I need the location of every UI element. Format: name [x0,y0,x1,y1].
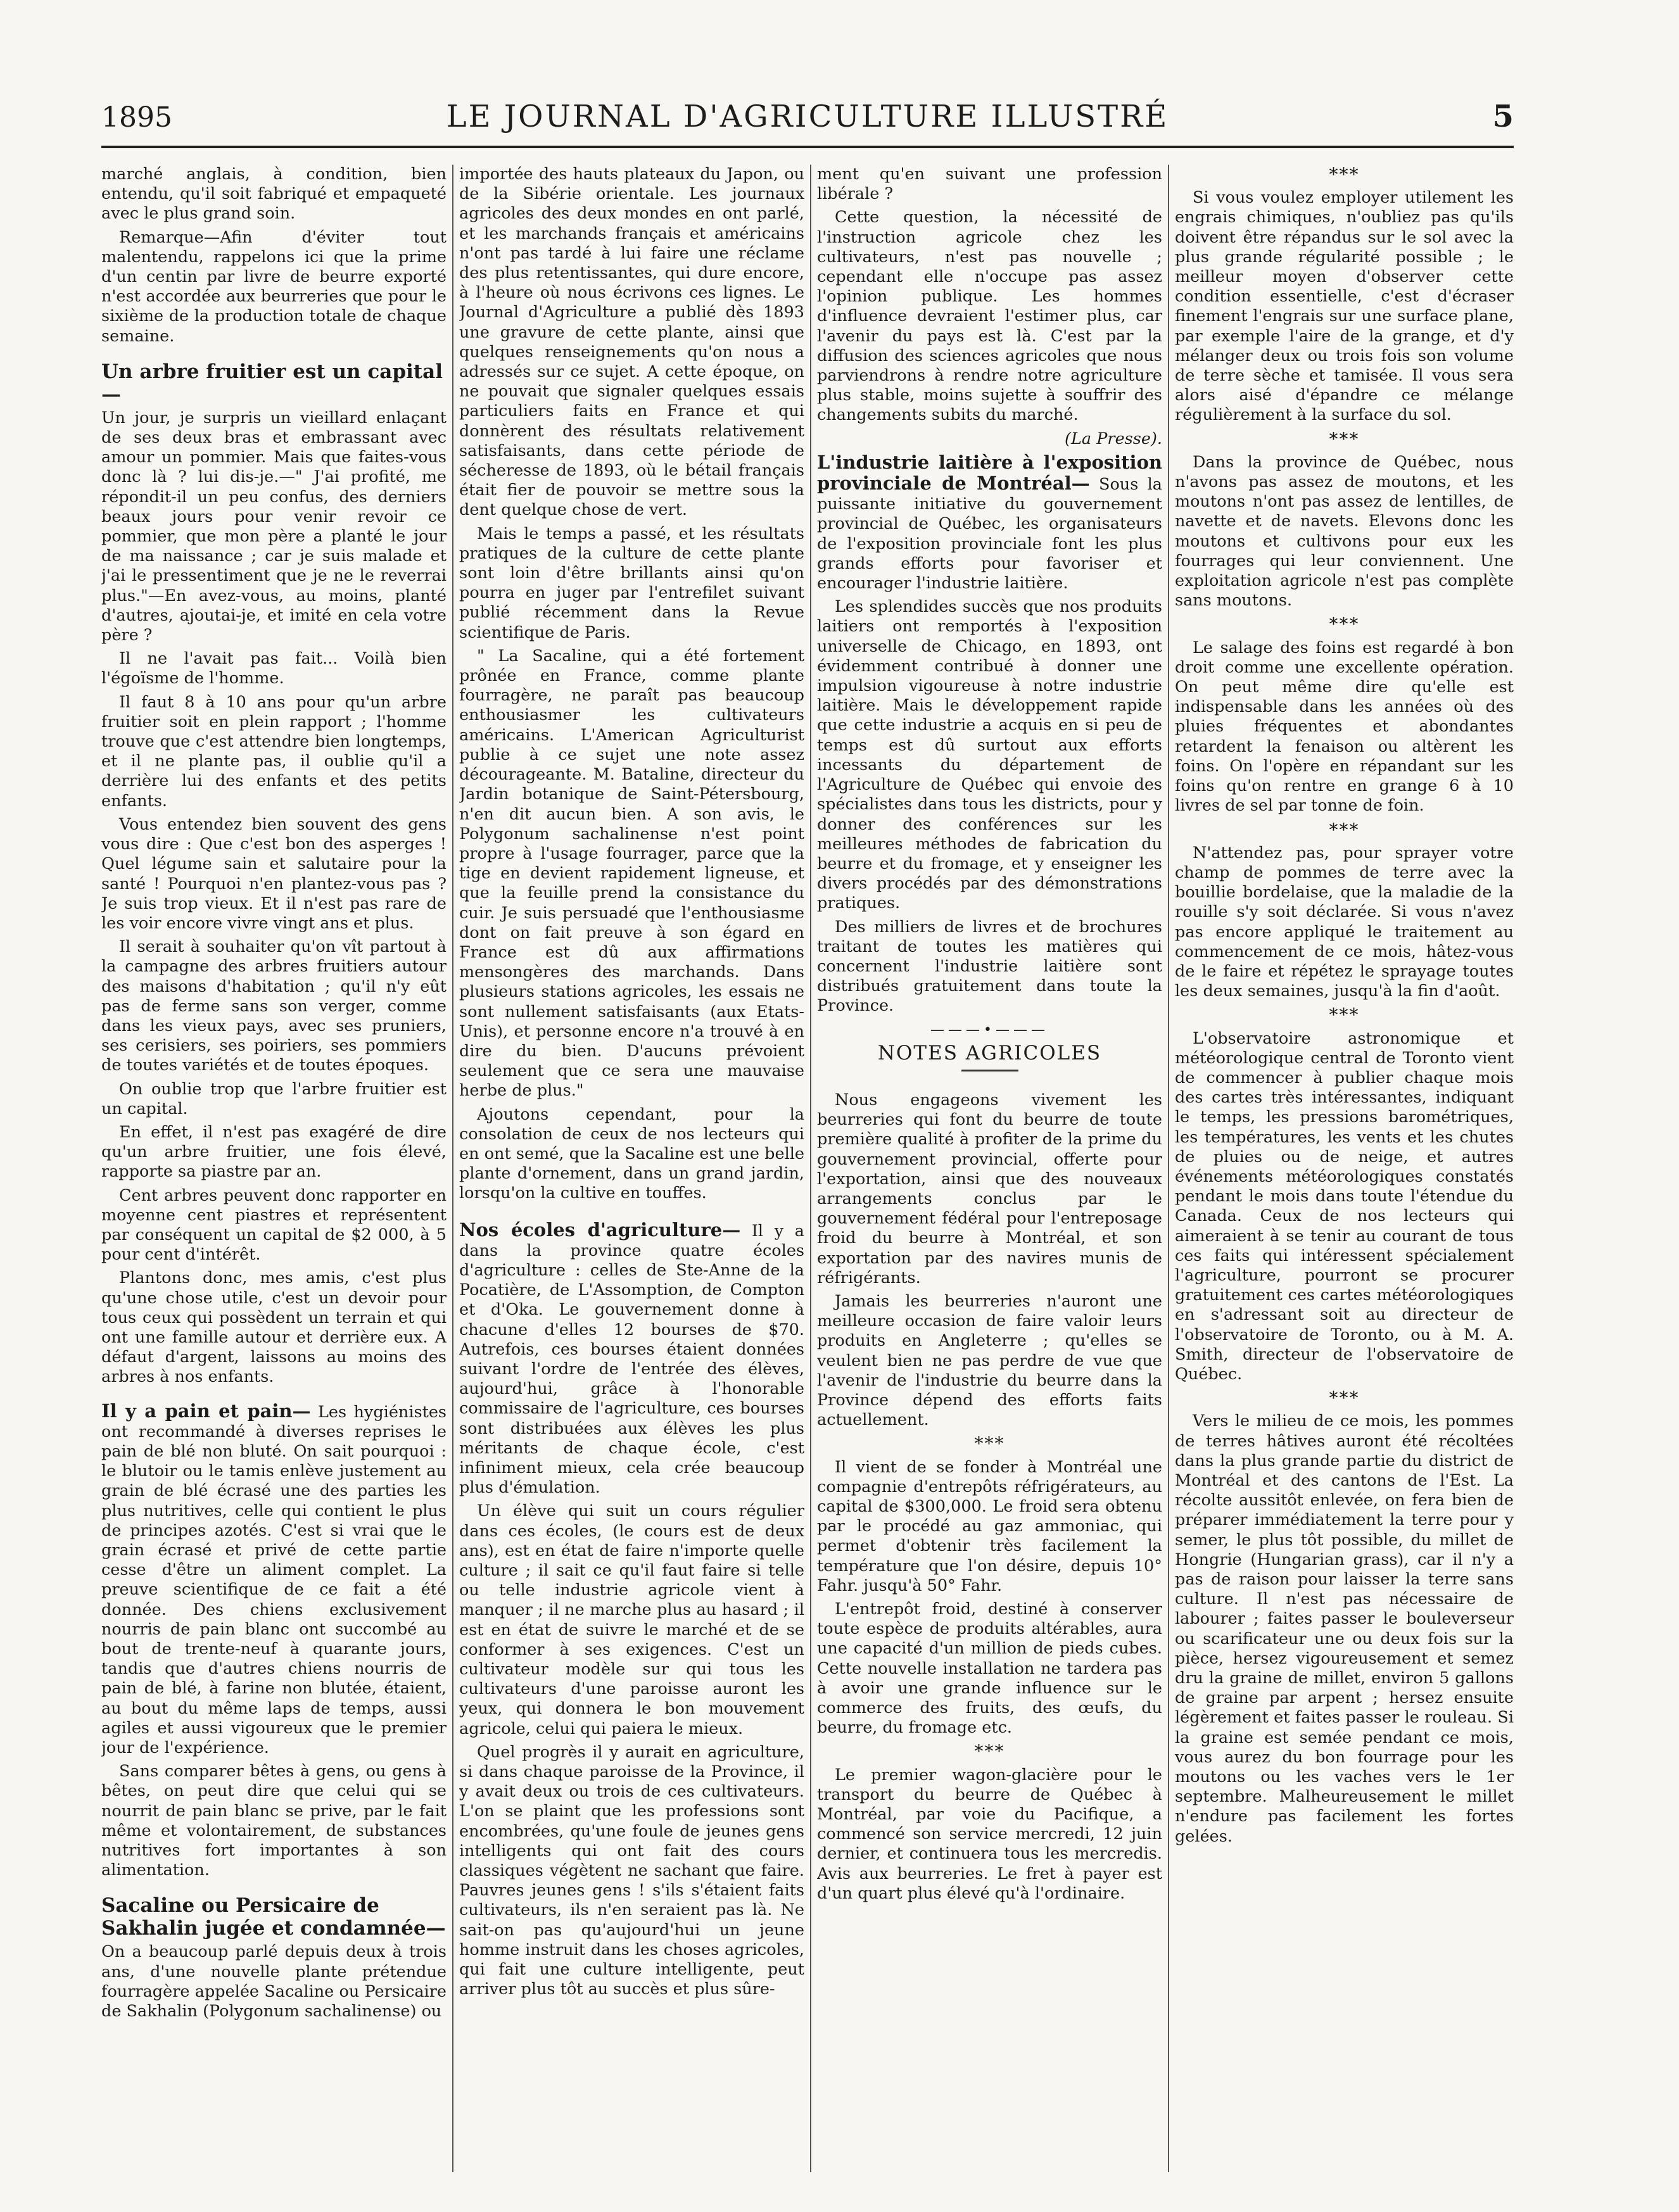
paragraph-text: Sous la puissante initiative du gouvernement provincial de Québec, les organisateurs de l'exposition provinciale font les plus grands efforts pour favoriser et encourager l'industrie laitière. [817,475,1162,593]
issue-year: 1895 [101,101,172,134]
paragraph: marché anglais, à condition, bien entendu, qu'il soit fabriqué et empaqueté avec le plus grand soin. [101,165,447,224]
column-3 [817,165,1162,2172]
paragraph: Plantons donc, mes amis, c'est plus qu'une chose utile, c'est un devoir pour tous ceux qui possèdent un terrain et qui ont une famille autour et derrière eux. A défaut d'argent, laissons au moins des arbres à nos enfants. [101,1268,447,1387]
paragraph: Mais le temps a passé, et les résultats pratiques de la culture de cette plante sont loin d'être brillants ainsi qu'on pourra en juger par l'entrefilet suivant publié récemment dans la Revue scientifique de Paris. [459,524,804,642]
column-rule [452,165,453,2172]
asterism-separator: *** [1329,1004,1360,1026]
paragraph: Il serait à souhaiter qu'on vît partout à la campagne des arbres fruitiers autour des maisons d'habitation ; qu'il n'y eût pas de ferme sans son verger, comme dans les vieux pays, avec ses pruniers, ses cerisiers, ses poiriers, ses pommiers de toutes variétés et de toutes époques. [101,937,447,1075]
paragraph: Il ne l'avait pas fait... Voilà bien l'égoïsme de l'homme. [101,649,447,688]
column-rule [1168,165,1169,2172]
column-rule [810,165,811,2172]
asterism-separator: *** [974,1741,1005,1762]
paragraph [101,1401,447,1759]
asterism-separator: *** [974,1433,1005,1455]
paragraph: Cent arbres peuvent donc rapporter en moyenne cent piastres et représentent par conséquent un capital de $2 000, à 5 pour cent d'intérêt. [101,1185,447,1265]
article-heading: Nos écoles d'agriculture— [459,1218,741,1241]
paragraph: Sans comparer bêtes à gens, ou gens à bêtes, on peut dire que celui qui se nourrit de pain blanc se prive, par le fait même et volontairement, de substances nutritives fort importantes à son alimentation. [101,1762,447,1880]
section-title: NOTES AGRICOLES [877,1041,1102,1065]
paragraph: Cette question, la nécessité de l'instruction agricole chez les cultivateurs, n'est pas nouvelle ; cependant elle n'occupe pas assez l'opinion publique. Les hommes d'influence devraient l'estimer plus, car l'avenir du pays est là. C'est par la diffusion des sciences agricoles que nous parviendrons à rendre notre agriculture plus stable, moins sujette à souffrir des changements subits du marché. [817,208,1162,425]
paragraph: L'entrepôt froid, destiné à conserver toute espèce de produits altérables, aura une capacité d'un million de pieds cubes. Cette nouvelle installation ne tardera pas à avoir une grande influence sur le commerce des fruits, des œufs, du beurre, du fromage etc. [817,1600,1162,1738]
column-2 [459,165,804,2172]
paragraph: Il vient de se fonder à Montréal une compagnie d'entrepôts réfrigérateurs, au capital de $300,000. Le froid sera obtenu par le procédé au gaz ammoniac, qui permet d'obtenir très facilement la température que l'on désire, depuis 10° Fahr. jusqu'à 50° Fahr. [817,1457,1162,1595]
paragraph [817,453,1162,593]
paragraph: ment qu'en suivant une profession libérale ? [817,165,1162,204]
asterism-separator: *** [1329,614,1360,635]
paragraph: " La Sacaline, qui a été fortement prônée en France, comme plante fourragère, ne paraît pas beaucoup enthousiasmer les cultivateurs américains. L'American Agriculturist publie à ce sujet une note assez décourageante. M. Bataline, directeur du Jardin botanique de Saint-Pétersbourg, n'en dit aucun bien. A son avis, le Polygonum sachalinense n'est point propre à l'usage fourrager, parce que la tige en devient rapidement ligneuse, et que la feuille prend la consistance du cuir. Je suis persuadé que l'enthousiasme dont on fait preuve à son égard en France est dû aux affirmations mensongères des marchands. Dans plusieurs stations agricoles, les essais ne sont nullement satisfaisants (aux Etats-Unis), et personne encore n'a trouvé à en dire du bien. D'aucuns prévoient seulement que ce sera une mauvaise herbe de plus." [459,646,804,1101]
paragraph: Dans la province de Québec, nous n'avons pas assez de moutons, et les moutons n'ont pas assez de lentilles, de navette et de navets. Elevons donc les moutons et cultivons pour eux les fourrages qui leur conviennent. Une exploitation agricole n'est pas complète sans moutons. [1175,452,1514,610]
asterism-separator: *** [1329,165,1360,185]
article-heading: L'industrie laitière à l'exposition provinciale de Montréal— [817,451,1162,495]
paragraph: On oublie trop que l'arbre fruitier est un capital. [101,1079,447,1118]
paragraph: Un élève qui suit un cours régulier dans ces écoles, (le cours est de deux ans), est en état de faire n'importe quelle culture ; il sait ce qu'il faut faire si telle ou telle industrie agricole vient à manquer ; il ne marche plus au hasard ; il est en état de suivre le marché et de se conformer à ses exigences. C'est un cultivateur modèle sur qui tous les cultivateurs d'une paroisse auront les yeux, qui donnera le bon mouvement agricole, celui qui paiera le mieux. [459,1501,804,1738]
paragraph-text: Il y a dans la province quatre écoles d'agriculture : celles de Ste-Anne de la Pocatière, de L'Assomption, de Compton et d'Oka. Le gouvernement donne à chacune d'elles 12 bourses de $70. Autrefois, ces bourses étaient données suivant l'ordre de l'entrée des élèves, aujourd'hui, grâce à l'honorable commissaire de l'agriculture, ces bourses sont distribuées aux élèves les plus méritants de chaque école, c'est infiniment mieux, cela crée beaucoup plus d'émulation. [459,1221,804,1498]
asterism-separator: *** [1329,1387,1360,1409]
paragraph: En effet, il n'est pas exagéré de dire qu'un arbre fruitier, une fois élevé, rapporte sa piastre par an. [101,1122,447,1182]
article-heading: Il y a pain et pain— [101,1400,311,1422]
paragraph: L'observatoire astronomique et météorologique central de Toronto vient de commencer à publier chaque mois des cartes très intéressantes, indiquant le temps, les pressions barométriques, les températures, les vents et les chutes de pluies ou de neige, et autres événements météorologiques constatés pendant le mois dans toute l'étendue du Canada. Ceux de nos lecteurs qui aimeraient à se tenir au courant de tous ces faits qui intéressent spécialement l'agriculture, pourront se procurer gratuitement ces cartes météorologiques en s'adressant soit au directeur de l'observatoire de Toronto, ou à M. A. Smith, directeur de l'observatoire de Québec. [1175,1028,1514,1384]
page-header [101,95,1514,148]
paragraph: Quel progrès il y aurait en agriculture, si dans chaque paroisse de la Province, il y avait deux ou trois de ces cultivateurs. L'on se plaint que les professions sont encombrées, qu'une foule de jeunes gens intelligents qui ont fait des cours classiques végètent ne sachant que faire. Pauvres jeunes gens ! s'ils s'étaient faits cultivateurs, ils n'en seraient pas là. Ne sait-on pas qu'aujourd'hui un jeune homme instruit dans les choses agricoles, qui fait une culture intelligente, peut arriver plus tôt au succès et plus sûre- [459,1742,804,1999]
paragraph: importée des hauts plateaux du Japon, ou de la Sibérie orientale. Les journaux agricoles des deux mondes en ont parlé, et les marchands français et américains n'ont pas tardé à lui faire une réclame des plus retentissantes, qui dure encore, à l'heure où nous écrivons ces lignes. Le Journal d'Agriculture a publié dès 1893 une gravure de cette plante, ainsi que quelques renseignements qu'on nous a adressés sur ce sujet. A cette époque, on ne pouvait que signaler quelques essais particuliers faits en France et qui donnèrent des résultats relativement satisfaisants, dans cette période de sécheresse de 1893, où le bétail français était fier de pouvoir se mettre sous la dent quelque chose de vert. [459,165,804,520]
paragraph: Si vous voulez employer utilement les engrais chimiques, n'oubliez pas qu'ils doivent être répandus sur le sol avec la plus grande régularité possible ; le meilleur moyen d'observer cette condition essentielle, c'est d'écraser finement l'engrais sur une surface plane, par exemple l'aire de la grange, et d'y mélanger deux ou trois fois son volume de terre sèche et tamisée. Il vous sera alors aisé d'épandre ce mélange régulièrement à la surface du sol. [1175,188,1514,425]
title-rule [961,1070,1018,1071]
paragraph: Vous entendez bien souvent des gens vous dire : Que c'est bon des asperges ! Quel légume sain et salutaire pour la santé ! Pourquoi n'en plantez-vous pas ? Je suis trop vieux. Et il n'est pas rare de les voir encore vivre vingt ans et plus. [101,814,447,933]
column-1 [101,165,447,2172]
journal-title: LE JOURNAL D'AGRICULTURE ILLUSTRÉ [446,99,1169,134]
section-ornament: ———•——— [930,1021,1049,1038]
paragraph: Les splendides succès que nos produits laitiers ont remportés à l'exposition universelle de Chicago, en 1893, ont évidemment contribué à donner une impulsion vigoureuse à notre industrie laitière. Mais le développement rapide que cette industrie a acquis en si peu de temps est dû surtout aux efforts incessants du département de l'Agriculture de Québec qui envoie des spécialistes dans tous les districts, pour y donner des conférences sur les meilleures méthodes de fabrication du beurre et du fromage, et y enseigner les divers procédés par des démonstrations pratiques. [817,597,1162,913]
paragraph: Ajoutons cependant, pour la consolation de ceux de nos lecteurs qui en ont semé, que la Sacaline est une belle plante d'ornement, dans un grand jardin, lorsqu'on la cultive en touffes. [459,1104,804,1203]
paragraph: Il faut 8 à 10 ans pour qu'un arbre fruitier soit en plein rapport ; l'homme trouve que c'est attendre bien longtemps, et il ne plante pas, il oublie qu'il a derrière lui des enfants et des petits enfants. [101,692,447,811]
paragraph: Nous engageons vivement les beurreries qui font du beurre de toute première qualité à profiter de la prime du gouvernement provincial, offerte pour l'exportation, ainsi que des nouveaux arrangements conclus par le gouvernement fédéral pour l'entreposage froid du beurre à Montréal, et son exportation par des navires munis de réfrigérants. [817,1090,1162,1287]
asterism-separator: *** [1329,819,1360,840]
paragraph: On a beaucoup parlé depuis deux à trois ans, d'une nouvelle plante prétendue fourragère appelée Sacaline ou Persicaire de Sakhalin (Polygonum sachalinense) ou [101,1942,447,2021]
paragraph-text: Les hygiénistes ont recommandé à diverses reprises le pain de blé non bluté. On sait pourquoi : le blutoir ou le tamis enlève justement au grain de blé écrasé une des parties les plus nutritives, celle qui contient le plus de principes azotés. C'est si vrai que le grain écrasé et privé de cette partie cesse d'être un aliment complet. La preuve scientifique de ce fait a été donnée. Des chiens exclusivement nourris de pain blanc ont succombé au bout de trente-neuf à quarante jours, tandis que d'autres chiens nourris de pain de blé, à farine non blutée, étaient, au bout du même laps de temps, aussi agiles et aussi vigoureux que le premier jour de l'expérience. [101,1402,447,1758]
paragraph: Jamais les beurreries n'auront une meilleure occasion de faire valoir leurs produits en Angleterre ; qu'elles se veulent bien ne pas perdre de vue que l'avenir de l'industrie du beurre dans la Province dépend des efforts faits actuellement. [817,1291,1162,1430]
paragraph: Vers le milieu de ce mois, les pommes de terres hâtives auront été récoltées dans la plus grande partie du district de Montréal et des cantons de l'Est. La récolte aussitôt enlevée, on fera bien de préparer immédiatement la terre pour y semer, le plus tôt possible, du millet de Hongrie (Hungarian grass), car il n'y a pas de raison pour laisser la terre sans culture. Il n'est pas nécessaire de labourer ; faites passer le bouleverseur ou scarificateur une ou deux fois sur la pièce, hersez vigoureusement et semez dru la graine de millet, environ 5 gallons de graine par arpent ; hersez ensuite légèrement et faites passer le rouleau. Si la graine est semée pendant ce mois, vous aurez du bon fourrage pour les moutons ou les vaches vers le 1er septembre. Malheureusement le millet n'endure pas facilement les fortes gelées. [1175,1412,1514,1846]
paragraph: N'attendez pas, pour sprayer votre champ de pommes de terre avec la bouillie bordelaise, que la maladie de la rouille s'y soit déclarée. Si vous n'avez pas encore appliqué le traitement au commencement de ce mois, hâtez-vous de le faire et répétez le sprayage toutes les deux semaines, jusqu'à la fin d'août. [1175,843,1514,1001]
paragraph: Le premier wagon-glacière pour le transport du beurre de Québec à Montréal, par voie du Pacifique, a commencé son service mercredi, 12 juin dernier, et continuera tous les mercredis. Avis aux beurreries. Le fret à payer est d'un quart plus élevé qu'à l'ordinaire. [817,1765,1162,1903]
page-number: 5 [1492,99,1514,134]
paragraph [459,1220,804,1498]
paragraph: Des milliers de livres et de brochures traitant de toutes les matières qui concernent l'industrie laitière sont distribués gratuitement dans toute la Province. [817,917,1162,1016]
paragraph: Un jour, je surpris un vieillard enlaçant de ses deux bras et embrassant avec amour un pommier. Mais que faites-vous donc là ? lui dis-je.—" J'ai profité, me répondit-il un peu confus, des derniers beaux jours pour venir revoir ce pommier, que mon père a planté le jour de ma naissance ; car je suis malade et j'ai le pressentiment que je ne le reverrai plus."—En avez-vous, au moins, planté d'autres, ajoutai-je, et imité en cela votre père ? [101,408,447,645]
source-signature: (La Presse). [1065,429,1162,448]
paragraph: Le salage des foins est regardé à bon droit comme une excellente opération. On peut même dire qu'elle est indispensable dans les années où des pluies fréquentes et abondantes retardent la fenaison ou altèrent les foins. On l'opère en répandant sur les foins qu'on rentre en grange 6 à 10 livres de sel par tonne de foin. [1175,638,1514,816]
article-heading: Un arbre fruitier est un capital— [101,360,443,406]
paragraph: Remarque—Afin d'éviter tout malentendu, rappelons ici que la prime d'un centin par livre de beurre exporté n'est accordée aux beurreries que pour le sixième de la production totale de chaque semaine. [101,227,447,346]
column-4 [1175,165,1514,2172]
article-heading: Sacaline ou Persicaire de Sakhalin jugée et condamnée— [101,1894,446,1940]
asterism-separator: *** [1329,428,1360,450]
